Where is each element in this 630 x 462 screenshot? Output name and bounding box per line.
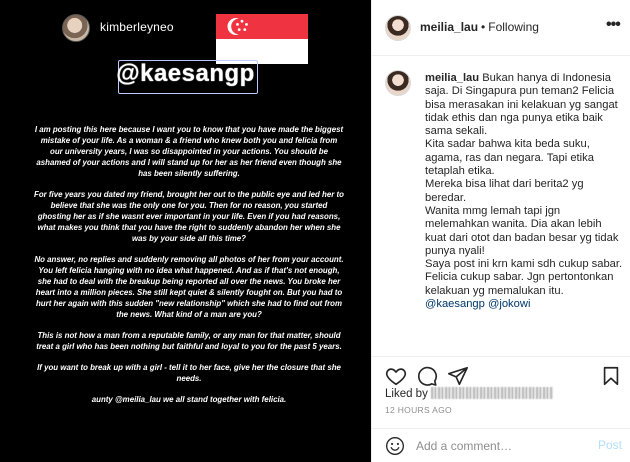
comment-input[interactable]	[416, 437, 586, 455]
story-paragraph: No answer, no replies and suddenly removing all photos of her from your account. You left felicia hanging with no idea what happened. And as if that's not enough, she had to deal with the breakup being reported all over the news. You broke her heart into a million pieces. She still kept quiet & silently fought on. But you had to hurt her again with this sudden "new relationship" which she had to find out from the news. What kind of a man are you?	[34, 255, 344, 319]
following-button[interactable]: Following	[488, 20, 539, 34]
post-panel	[371, 0, 630, 462]
share-icon[interactable]	[447, 365, 469, 387]
singapore-flag-icon	[216, 14, 308, 64]
story-paragraph: I am posting this here because I want you to know that you have made the biggest mistake of your life. As a woman & a friend who knew both you and felicia from our university years, I was so disappointed in your actions. You should be ashamed of your actions and I will stand up for her as her friend even though she has been silently suffering.	[34, 125, 344, 178]
caption-username-link[interactable]: meilia_lau	[425, 72, 480, 84]
post-header	[372, 0, 630, 56]
story-paragraph: If you want to break up with a girl - tell it to her face, give her the closure that she needs.	[37, 363, 341, 383]
story-handle-title: @kaesangp	[116, 60, 255, 87]
bookmark-icon[interactable]	[600, 365, 622, 387]
heart-icon[interactable]	[385, 365, 407, 387]
comment-icon[interactable]	[416, 365, 438, 387]
comment-box	[372, 428, 630, 462]
caption-tags-link[interactable]: @kaesangp @jokowi	[425, 298, 531, 311]
story-paragraph: This is not how a man from a reputable family, or any man for that matter, should treat a girl who has been nothing but faithful and loyal to you for the past 5 years.	[36, 331, 342, 351]
likes-line	[385, 387, 553, 400]
caption-line: Saya post ini krn kami sdh cukup sabar. Felicia cukup sabar. Jgn pertontonkan kelakuan yg memalukan itu.	[425, 258, 623, 297]
header-line	[420, 20, 539, 34]
post-timestamp[interactable]: 12 HOURS AGO	[385, 405, 452, 415]
post-actions	[372, 356, 630, 428]
story-avatar	[62, 14, 90, 42]
caption-line: Wanita mmg lemah tapi jgn melemahkan wanita. Dia akan lebih kuat dari otot dan badan besar yg tidak punya nyali!	[425, 204, 619, 257]
more-options-icon[interactable]: •••	[606, 16, 620, 33]
story-paragraph: For five years you dated my friend, brought her out to the public eye and led her to believe that she was the only one for you. Then for no reason, you started ghosting her as if she wasnt ever important in your life. Even if you had reasons, what makes you think that you have the right to suddenly abandon her when she was by your side all this time?	[34, 190, 344, 243]
blurred-likers	[431, 387, 553, 399]
caption-line-text: Bukan hanya di Indonesia saja. Di Singapura pun teman2 Felicia bisa merasakan ini kelakuan yg sangat tidak ethis dan nga punya etika baik sama sekali.	[425, 72, 618, 138]
caption-line: Mereka bisa lihat dari berita2 yg beredar.	[425, 178, 584, 204]
caption-text	[425, 72, 625, 311]
header-username-link[interactable]: meilia_lau	[420, 20, 479, 34]
caption-line: Kita sadar bahwa kita beda suku, agama, ras dan negara. Tapi etika tetaplah etika.	[425, 138, 594, 178]
liked-by-label: Liked by	[385, 388, 428, 400]
story-paragraph: aunty @meilia_lau we all stand together with felicia.	[91, 395, 287, 404]
story-username: kimberleyneo	[100, 20, 174, 34]
story-letter	[34, 124, 344, 415]
post-comment-button[interactable]: Post	[598, 438, 623, 452]
caption-area	[372, 60, 630, 356]
header-separator: •	[481, 20, 486, 34]
caption-avatar[interactable]	[385, 70, 411, 96]
emoji-icon[interactable]	[385, 436, 405, 456]
avatar[interactable]	[385, 15, 411, 41]
caption-line	[425, 72, 625, 138]
